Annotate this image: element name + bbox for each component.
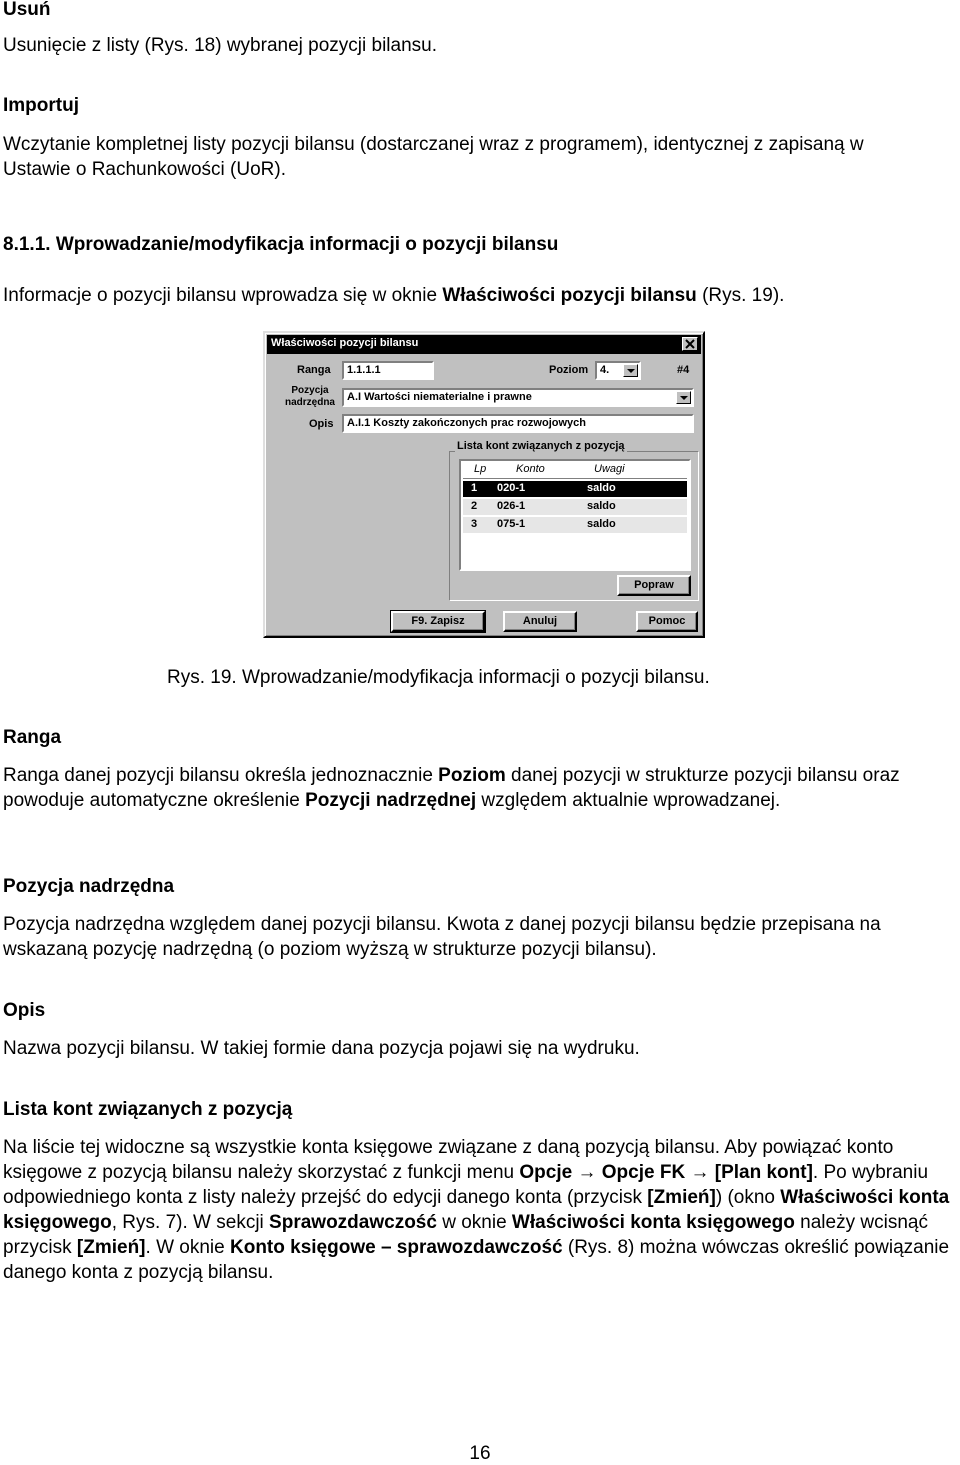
ranga-text: Ranga danej pozycji bilansu określa jednoznacznie Poziom danej pozycji w strukturze pozycji bilansu oraz powoduje automatyczne określenie Pozycji nadrzędnej względem aktualnie wprowadzanej. [3,765,900,811]
page-number: 16 [469,1443,491,1464]
popraw-button[interactable]: Popraw [617,575,691,596]
ranga-input[interactable]: 1.1.1.1 [342,361,434,380]
table-row[interactable]: 2 026-1 saldo [463,499,687,515]
column-header-konto: Konto [516,463,545,475]
opis-label: Opis [309,418,334,430]
ranga-heading: Ranga [3,727,62,748]
dialog-title: Właściwości pozycji bilansu [271,337,419,349]
poziom-value: 4. [600,364,610,376]
pozycja-text: Pozycja nadrzędna względem danej pozycji bilansu. Kwota z danej pozycji bilansu będzie przepisana na wskazaną pozycję nadrzędną (o poziom wyższą w strukturze pozycji bilansu). [3,914,881,960]
close-icon[interactable] [682,337,698,351]
header-divider [463,478,687,479]
column-header-uwagi: Uwagi [594,463,625,475]
pozycja-value: A.I Wartości niematerialne i prawne [347,391,532,403]
help-button[interactable]: Pomoc [636,611,698,632]
importuj-text: Wczytanie kompletnej listy pozycji bilansu (dostarczanej wraz z programem), identycznej z zapisaną w Ustawie o Rachunkowości (UoR). [3,134,864,180]
ranga-label: Ranga [297,364,331,376]
poziom-select[interactable] [595,361,641,380]
chevron-down-icon[interactable] [676,391,691,404]
column-header-lp: Lp [474,463,487,475]
section-heading: 8.1.1. Wprowadzanie/modyfikacja informacji o pozycji bilansu [3,234,559,255]
pozycja-label: Pozycja nadrzędna [284,385,335,408]
chevron-down-icon[interactable] [623,364,638,377]
pozycja-select[interactable] [342,388,694,407]
lista-text: Na liście tej widoczne są wszystkie konta księgowe związane z daną pozycją bilansu. Aby powiązać konto księgowe z pozycją bilansu należy skorzystać z funkcji menu Opcje → Opcje FK → [Plan kont]. Po wybraniu odpowiedniego konta z listy należy przejść do edycji danego konta (przycisk [Zmień]) (okno Właściwości konta księgowego, Rys. 7). W sekcji Sprawozdawczość w oknie Właściwości konta księgowego należy wcisnąć przycisk [Zmień]. W oknie Konto księgowe – sprawozdawczość (Rys. 8) można wówczas określić powiązanie danego konta z pozycją bilansu. [3,1137,950,1283]
save-button[interactable]: F9. Zapisz [391,611,485,632]
opis-text: Nazwa pozycji bilansu. W takiej formie dana pozycja pojawi się na wydruku. [3,1038,640,1059]
cancel-button[interactable]: Anuluj [503,611,577,632]
poziom-label: Poziom [549,364,589,376]
opis-heading: Opis [3,1000,46,1021]
usun-heading: Usuń [3,0,51,20]
accounts-group-title: Lista kont związanych z pozycją [457,440,625,452]
table-row[interactable]: 1 020-1 saldo [463,481,687,497]
accounts-list[interactable] [459,459,691,571]
figure-caption: Rys. 19. Wprowadzanie/modyfikacja informacji o pozycji bilansu. [167,667,710,688]
section-intro: Informacje o pozycji bilansu wprowadza się w oknie Właściwości pozycji bilansu (Rys. 19). [3,285,785,306]
dialog-window [263,331,705,638]
table-row[interactable]: 3 075-1 saldo [463,517,687,533]
importuj-heading: Importuj [3,95,79,116]
opis-input[interactable]: A.I.1 Koszty zakończonych prac rozwojowych [342,414,694,433]
pozycja-heading: Pozycja nadrzędna [3,876,175,897]
level-tag: #4 [677,364,690,376]
usun-text: Usunięcie z listy (Rys. 18) wybranej pozycji bilansu. [3,35,437,56]
dialog-titlebar [267,335,701,354]
lista-heading: Lista kont związanych z pozycją [3,1099,293,1120]
